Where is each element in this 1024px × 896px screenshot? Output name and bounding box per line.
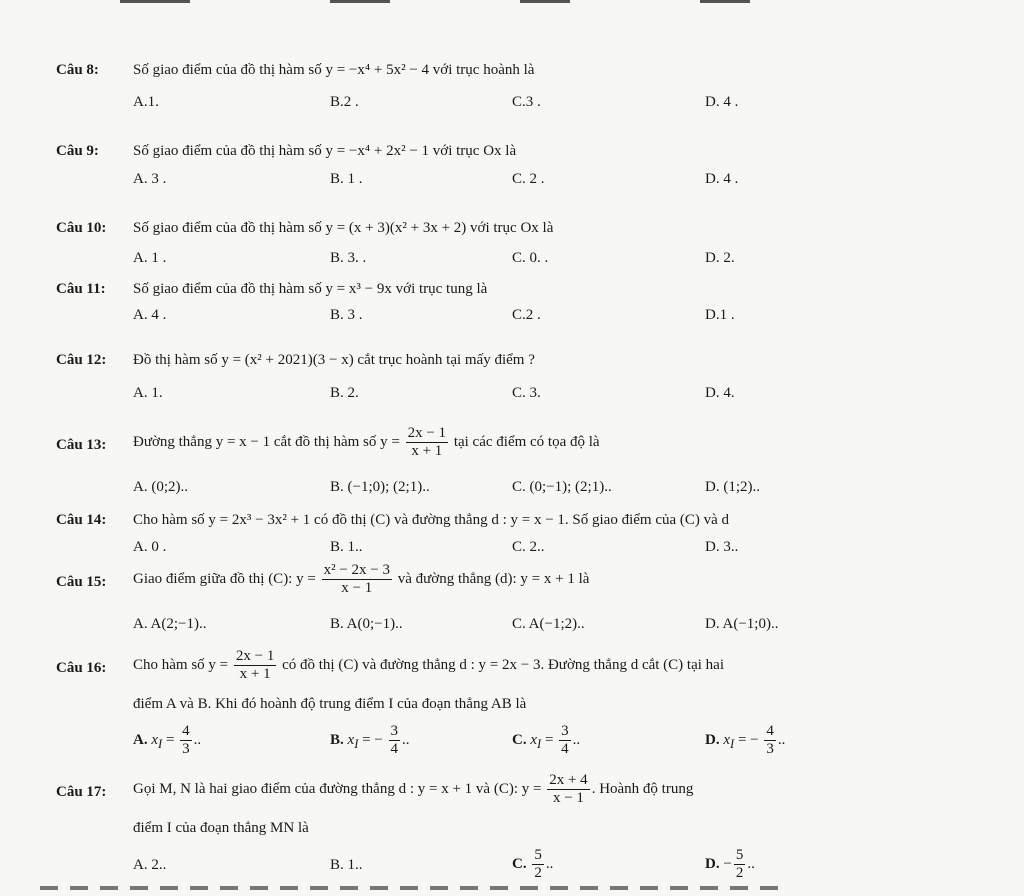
question-text-line2: điểm I của đoạn thẳng MN là [133,820,309,836]
option-sign: = [165,732,175,749]
fraction [532,847,544,883]
option-d: D. (1;2).. [705,479,760,495]
question-label: Câu 14: [56,512,107,528]
option-var: x [723,732,731,749]
option-a: A. 2.. [133,857,167,873]
fraction [234,648,276,684]
fraction-denominator: 3 [182,741,190,758]
question-label: Câu 12: [56,352,107,368]
option-sign: = − [737,732,759,749]
fraction-numerator: 4 [180,723,192,741]
option-b: B.2 . [330,94,359,110]
question-text: Số giao điểm của đồ thị hàm số y = −x⁴ + 2x² − 1 với trục Ox là [133,143,517,159]
fraction [559,723,571,759]
option-var: x [530,732,538,749]
fraction [734,847,746,883]
question-text: Đồ thị hàm số y = (x² + 2021)(3 − x) cắt trục hoành tại mấy điểm ? [133,352,535,368]
option-b: B. 1.. [330,539,363,555]
question-label: Câu 13: [56,437,107,453]
fraction-denominator: 2 [735,865,744,882]
fraction-numerator: x² − 2x − 3 [322,562,392,580]
option-c: C. 2.. [512,539,545,555]
question-text-before: Đường thẳng y = x − 1 cắt đồ thị hàm số y = [133,434,400,451]
option-b: B. 1 . [330,171,363,187]
option-a: A. (0;2).. [133,479,188,495]
option-letter: D. [705,856,720,873]
fraction-denominator: 4 [390,741,399,758]
option-d: D. 2. [705,250,735,266]
question-label: Câu 9: [56,143,99,159]
question-text [133,562,589,598]
fraction [764,723,776,759]
question-label: Câu 8: [56,62,99,78]
question-text-before: Cho hàm số y = [133,657,229,674]
question-text: Số giao điểm của đồ thị hàm số y = x³ − 9x với trục tung là [133,281,488,297]
option-letter: D. [705,732,720,749]
option-a: A.1. [133,94,159,110]
option-c: C. $x_I$ = $\frac{3}{4}$ .. [512,723,581,758]
question-text: Số giao điểm của đồ thị hàm số y = −x⁴ + 5x² − 4 với trục hoành là [133,62,535,78]
option-a: A. 1 . [133,250,167,266]
option-sign: = [544,732,554,749]
fraction [180,723,192,759]
fraction [547,772,589,808]
fraction-numerator: 5 [734,847,746,865]
question-text-after: . Hoành độ trung [591,781,694,798]
fraction-numerator: 3 [389,723,401,741]
question-text: Số giao điểm của đồ thị hàm số y = (x + 3)(x² + 3x + 2) với trục Ox là [133,220,554,236]
option-d: D. A(−1;0).. [705,616,779,632]
option-letter: A. [133,732,148,749]
fraction-numerator: 4 [764,723,776,741]
option-a: A. 3 . [133,171,167,187]
fraction-numerator: 3 [559,723,571,741]
question-label: Câu 15: [56,574,107,590]
option-b: B. A(0;−1).. [330,616,403,632]
option-d: D.1 . [705,307,735,323]
option-b: B. 2. [330,385,359,401]
option-a: A. 4 . [133,307,167,323]
option-d: D. 4 . [705,94,739,110]
option-letter: C. [512,856,527,873]
question-text [133,648,724,684]
fraction-numerator: 2x − 1 [406,425,448,443]
fraction-denominator: 4 [561,741,569,758]
option-subscript: I [537,737,542,752]
question-text-line2: điểm A và B. Khi đó hoành độ trung điểm I của đoạn thẳng AB là [133,696,527,712]
bottom-edge-marks [40,886,780,890]
option-var: x [151,732,159,749]
fraction-denominator: x + 1 [411,443,443,460]
option-c: C. $\frac{5}{2}$ .. [512,847,554,882]
option-var: x [347,732,355,749]
question-text-after: có đồ thị (C) và đường thẳng d : y = 2x − 3. Đường thẳng d cắt (C) tại hai [282,657,724,674]
question-text: Cho hàm số y = 2x³ − 3x² + 1 có đồ thị (C) và đường thẳng d : y = x − 1. Số giao điểm của (C) và d [133,512,730,528]
fraction-denominator: 3 [766,741,774,758]
question-text-before: Giao điểm giữa đồ thị (C): y = [133,571,316,588]
option-subscript: I [158,737,163,752]
question-text [133,425,600,461]
option-d: D. 4. [705,385,735,401]
option-c: C. 0. . [512,250,549,266]
option-subscript: I [354,737,359,752]
option-a: A. A(2;−1).. [133,616,207,632]
option-subscript: I [730,737,735,752]
option-sign: = − [362,732,383,749]
option-a: A. 0 . [133,539,167,555]
fraction-numerator: 5 [532,847,544,865]
option-letter: B. [330,732,344,749]
option-b: B. (−1;0); (2;1).. [330,479,430,495]
option-a: A. 1. [133,385,163,401]
fraction-numerator: 2x − 1 [234,648,276,666]
option-c: C. (0;−1); (2;1).. [512,479,612,495]
option-c: C. 3. [512,385,541,401]
option-c: C.2 . [512,307,541,323]
option-d: D. $x_I$ = − $\frac{4}{3}$ .. [705,723,786,758]
option-c: C. A(−1;2).. [512,616,585,632]
option-letter: C. [512,732,527,749]
fraction-numerator: 2x + 4 [547,772,589,790]
option-sign: − [723,856,732,873]
fraction-denominator: x − 1 [552,790,584,807]
fraction-denominator: 2 [534,865,542,882]
fraction [322,562,392,598]
option-d: D. − $\frac{5}{2}$ .. [705,847,755,882]
option-b: B. 3 . [330,307,363,323]
question-label: Câu 16: [56,660,107,676]
question-text [133,772,693,808]
fraction [406,425,448,461]
option-b: B. 1.. [330,857,363,873]
option-d: D. 3.. [705,539,739,555]
fraction-denominator: x − 1 [341,580,373,597]
question-text-after: tại các điểm có tọa độ là [453,434,600,451]
option-d: D. 4 . [705,171,739,187]
question-text-after: và đường thẳng (d): y = x + 1 là [397,571,590,588]
question-label: Câu 10: [56,220,107,236]
fraction [389,723,401,759]
option-b: B. $x_I$ = − $\frac{3}{4}$ .. [330,723,410,758]
option-b: B. 3. . [330,250,367,266]
option-a: A. $x_I$ = $\frac{4}{3}$ .. [133,723,202,758]
option-c: C.3 . [512,94,541,110]
option-c: C. 2 . [512,171,545,187]
top-edge-marks [0,0,1024,8]
question-label: Câu 11: [56,281,106,297]
question-label: Câu 17: [56,784,107,800]
fraction-denominator: x + 1 [239,666,271,683]
question-text-before: Gọi M, N là hai giao điểm của đường thẳng d : y = x + 1 và (C): y = [133,781,542,798]
